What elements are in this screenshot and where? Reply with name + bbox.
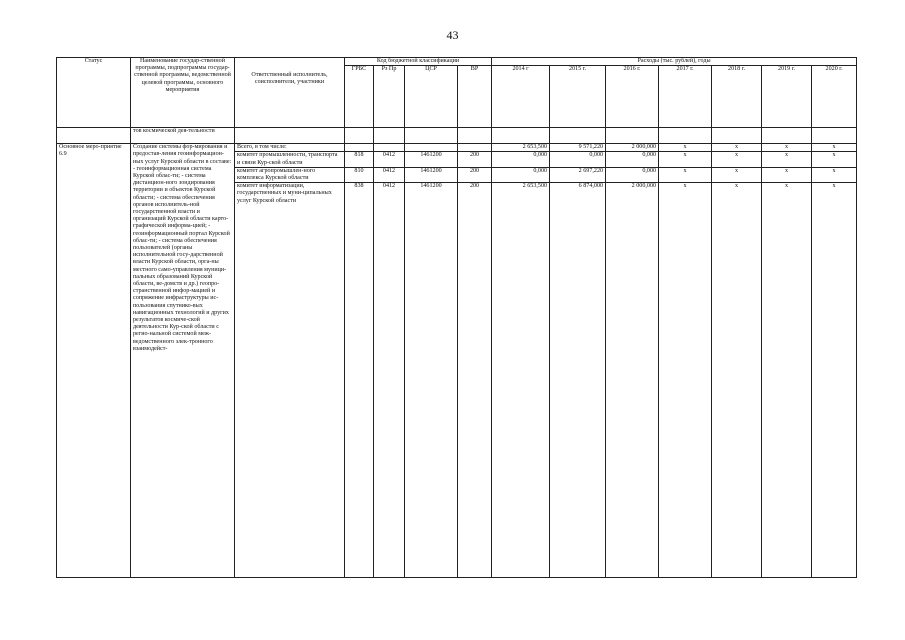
row-value-2018: х	[712, 152, 762, 167]
row-grbs: 818	[345, 152, 374, 167]
header-year-2019: 2019 г.	[762, 66, 812, 128]
header-code-rzpr: Рз Пр	[374, 66, 405, 128]
row-value-2016: 0,000	[606, 167, 659, 182]
continuation-text: тов космической дея-тельности	[131, 128, 235, 144]
header-year-2015: 2015 г.	[550, 66, 606, 128]
row-value-2019: х	[762, 144, 812, 152]
row-value-2018: х	[712, 144, 762, 152]
row-value-2017: х	[659, 183, 712, 578]
header-expenses-group: Расходы (тыс. рублей), годы	[492, 58, 857, 66]
row-rzpr: 0412	[374, 167, 405, 182]
row-value-2017: х	[659, 167, 712, 182]
row-grbs	[345, 144, 374, 152]
row-value-2016: 2 000,000	[606, 183, 659, 578]
header-year-2016: 2016 г.	[606, 66, 659, 128]
row-vr: 200	[458, 183, 492, 578]
row-rzpr	[374, 144, 405, 152]
row-value-2017: х	[659, 152, 712, 167]
budget-table	[56, 57, 857, 578]
row-value-2019: х	[762, 152, 812, 167]
row-value-2018: х	[712, 167, 762, 182]
header-year-2020: 2020 г.	[812, 66, 857, 128]
row-rzpr: 0412	[374, 152, 405, 167]
row-grbs: 810	[345, 167, 374, 182]
header-name: Наименование государ-ственной программы, подпрограммы государ-ственной программы, ведомственной целевой программы, основного мероприятия	[131, 58, 235, 128]
header-responsible: Ответственный исполнитель, соисполнители, участники	[235, 58, 345, 128]
row-value-2016: 0,000	[606, 152, 659, 167]
row-vr: 200	[458, 167, 492, 182]
row-csr	[405, 144, 458, 152]
row-value-2019: х	[762, 167, 812, 182]
row-csr: 1461200	[405, 183, 458, 578]
row-responsible: Всего, в том числе:	[235, 144, 345, 152]
row-value-2014: 0,000	[492, 152, 550, 167]
header-code-grbs: ГРБС	[345, 66, 374, 128]
table-row	[57, 144, 857, 152]
row-value-2020: х	[812, 183, 857, 578]
row-value-2014: 2 653,500	[492, 183, 550, 578]
row-value-2015: 6 874,000	[550, 183, 606, 578]
page-number: 43	[446, 28, 459, 42]
row-value-2015: 9 571,220	[550, 144, 606, 152]
header-row-1	[57, 58, 857, 66]
row-value-2015: 0,000	[550, 152, 606, 167]
row-responsible: комитет информатизации, государственных и муни-ципальных услуг Курской области	[235, 183, 345, 578]
row-value-2019: х	[762, 183, 812, 578]
row-grbs: 838	[345, 183, 374, 578]
row-value-2015: 2 697,220	[550, 167, 606, 182]
measure-status: Основное меро-приятие 6.9	[57, 144, 131, 578]
header-budget-code-group: Код бюджетной классификации	[345, 58, 492, 66]
header-status: Статус	[57, 58, 131, 128]
row-csr: 1461200	[405, 152, 458, 167]
header-year-2017: 2017 г.	[659, 66, 712, 128]
row-responsible: комитет агропромышлен-ного комплекса Курской области	[235, 167, 345, 182]
row-value-2020: х	[812, 152, 857, 167]
continuation-row	[57, 128, 857, 144]
row-responsible: комитет промышленности, транспорта и связи Кур-ской области	[235, 152, 345, 167]
row-value-2018: х	[712, 183, 762, 578]
row-value-2020: х	[812, 167, 857, 182]
header-year-2018: 2018 г.	[712, 66, 762, 128]
header-code-vr: ВР	[458, 66, 492, 128]
row-rzpr: 0412	[374, 183, 405, 578]
row-value-2014: 2 653,500	[492, 144, 550, 152]
row-vr: 200	[458, 152, 492, 167]
row-value-2014: 0,000	[492, 167, 550, 182]
row-csr: 1461200	[405, 167, 458, 182]
row-vr	[458, 144, 492, 152]
measure-description: Создание системы фор-мирования и предостав-ления геоинформацион-ных услуг Курской области в составе: - геоинформационная система Курской облас-ти; - система дистанцион-ного зондирования территории и объектов Курской области; - система обеспечения органов исполнитель-ной государственной власти и организаций Курской области карто-графической информа-цией; - геоинформационный портал Курской облас-ти; - система обеспечения пользователей (органы исполнительной госу-дарственной власти Курской области, орга-ны местного само-управления муници-пальных образований Курской области, ве-домств и др.) геопро-странственной инфор-мацией и сопряжение инфраструктуры ис-пользования спутнико-вых навигационных технологий и других результатов космиче-ской деятельности Кур-ской области с регио-нальной системой меж-ведомственного элек-тронного взаимодейст-	[131, 144, 235, 578]
row-value-2017: х	[659, 144, 712, 152]
header-year-2014: 2014 г	[492, 66, 550, 128]
row-value-2020: х	[812, 144, 857, 152]
row-value-2016: 2 000,000	[606, 144, 659, 152]
header-code-csr: ЦСР	[405, 66, 458, 128]
